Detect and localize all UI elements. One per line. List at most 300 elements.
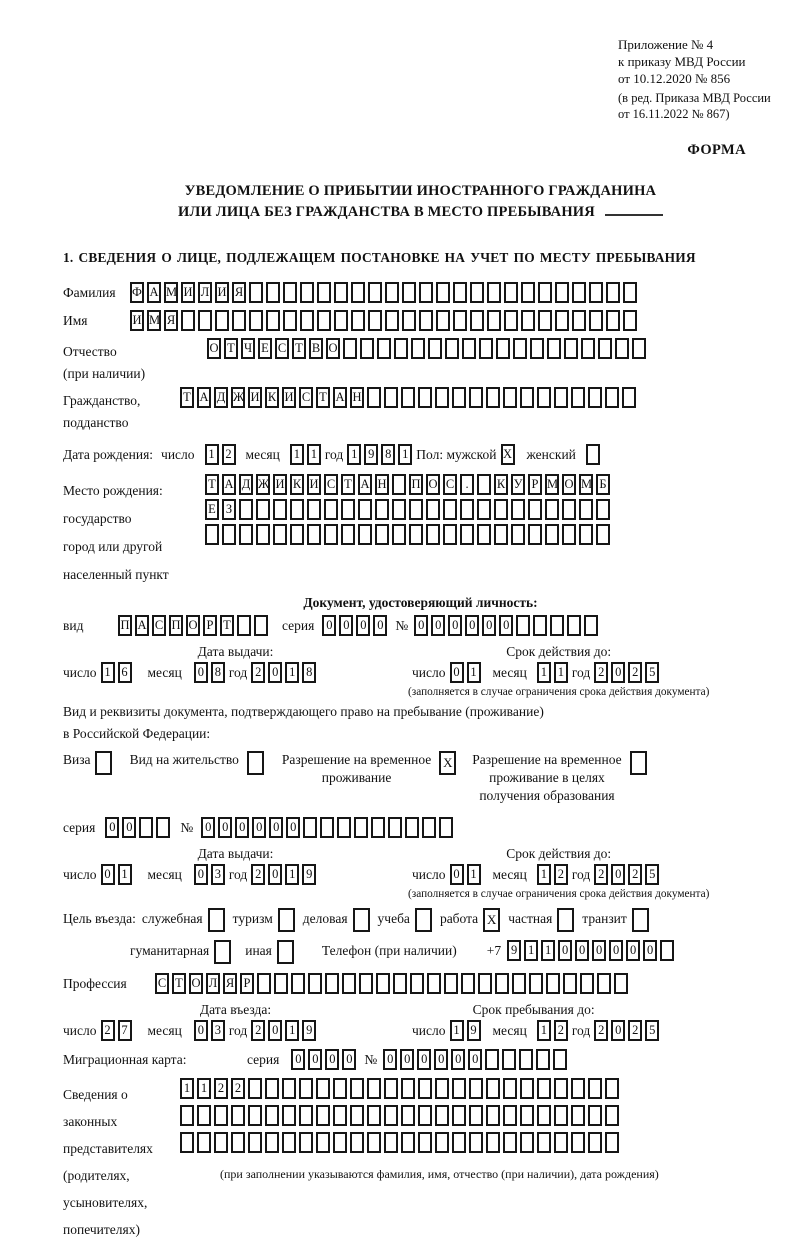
char-box[interactable]	[453, 310, 467, 331]
char-box[interactable]	[452, 1078, 466, 1099]
char-box[interactable]	[324, 524, 338, 545]
char-box[interactable]	[589, 310, 603, 331]
char-box[interactable]: Т	[205, 474, 219, 495]
char-box[interactable]: 0	[268, 864, 282, 885]
char-box[interactable]	[231, 1105, 245, 1126]
char-box[interactable]	[470, 310, 484, 331]
char-box[interactable]: Т	[341, 474, 355, 495]
char-box[interactable]: 0	[194, 1020, 208, 1041]
char-box[interactable]	[384, 1132, 398, 1153]
char-box[interactable]	[367, 1078, 381, 1099]
char-box[interactable]	[419, 282, 433, 303]
char-box[interactable]: 0	[268, 1020, 282, 1041]
char-box[interactable]: 0	[235, 817, 249, 838]
char-box[interactable]	[358, 524, 372, 545]
char-box[interactable]	[554, 1132, 568, 1153]
char-box[interactable]	[571, 1132, 585, 1153]
char-box[interactable]	[504, 310, 518, 331]
char-box[interactable]: Л	[198, 282, 212, 303]
char-box[interactable]	[470, 282, 484, 303]
char-box[interactable]	[325, 973, 339, 994]
char-box[interactable]: Ф	[130, 282, 144, 303]
char-box[interactable]	[596, 524, 610, 545]
char-box[interactable]: 1	[197, 1078, 211, 1099]
char-box[interactable]	[605, 1105, 619, 1126]
char-box[interactable]	[516, 615, 530, 636]
char-box[interactable]	[622, 387, 636, 408]
char-box[interactable]	[384, 1078, 398, 1099]
char-box[interactable]	[460, 524, 474, 545]
char-box[interactable]: 5	[645, 1020, 659, 1041]
char-box[interactable]: 0	[373, 615, 387, 636]
char-box[interactable]: 2	[554, 864, 568, 885]
char-box[interactable]: 1	[554, 662, 568, 683]
char-box[interactable]	[341, 499, 355, 520]
char-box[interactable]	[256, 524, 270, 545]
char-box[interactable]: 7	[118, 1020, 132, 1041]
char-box[interactable]	[249, 282, 263, 303]
char-box[interactable]	[596, 499, 610, 520]
char-box[interactable]	[358, 499, 372, 520]
char-box[interactable]	[597, 973, 611, 994]
char-box[interactable]: Ч	[241, 338, 255, 359]
char-box[interactable]: В	[309, 338, 323, 359]
char-box[interactable]: К	[290, 474, 304, 495]
char-box[interactable]: О	[207, 338, 221, 359]
char-box[interactable]	[428, 338, 442, 359]
char-box[interactable]	[333, 1078, 347, 1099]
char-box[interactable]	[214, 940, 231, 964]
char-box[interactable]	[503, 387, 517, 408]
char-box[interactable]	[588, 1132, 602, 1153]
char-box[interactable]: 2	[594, 662, 608, 683]
char-box[interactable]	[368, 310, 382, 331]
char-box[interactable]: 2	[554, 1020, 568, 1041]
char-box[interactable]: 0	[575, 940, 589, 961]
char-box[interactable]	[353, 908, 370, 932]
char-box[interactable]	[337, 817, 351, 838]
char-box[interactable]: 0	[611, 662, 625, 683]
char-box[interactable]: 0	[308, 1049, 322, 1070]
char-box[interactable]: 0	[269, 817, 283, 838]
char-box[interactable]	[375, 524, 389, 545]
char-box[interactable]: 0	[450, 864, 464, 885]
char-box[interactable]: И	[181, 282, 195, 303]
char-box[interactable]	[477, 524, 491, 545]
char-box[interactable]	[435, 1105, 449, 1126]
char-box[interactable]: 2	[594, 864, 608, 885]
char-box[interactable]: 2	[222, 444, 236, 465]
char-box[interactable]: 2	[251, 864, 265, 885]
char-box[interactable]	[562, 524, 576, 545]
char-box[interactable]	[401, 1132, 415, 1153]
char-box[interactable]	[410, 973, 424, 994]
char-box[interactable]	[520, 1132, 534, 1153]
char-box[interactable]	[334, 310, 348, 331]
char-box[interactable]	[222, 524, 236, 545]
char-box[interactable]	[477, 474, 491, 495]
char-box[interactable]	[265, 1105, 279, 1126]
char-box[interactable]	[469, 1078, 483, 1099]
char-box[interactable]	[443, 499, 457, 520]
char-box[interactable]	[537, 1132, 551, 1153]
char-box[interactable]: А	[135, 615, 149, 636]
char-box[interactable]: З	[222, 499, 236, 520]
char-box[interactable]: И	[282, 387, 296, 408]
char-box[interactable]	[248, 1105, 262, 1126]
char-box[interactable]	[571, 387, 585, 408]
char-box[interactable]	[495, 973, 509, 994]
char-box[interactable]	[486, 1105, 500, 1126]
char-box[interactable]	[324, 499, 338, 520]
char-box[interactable]: 0	[450, 662, 464, 683]
char-box[interactable]: 1	[467, 662, 481, 683]
char-box[interactable]	[300, 282, 314, 303]
char-box[interactable]	[511, 499, 525, 520]
char-box[interactable]	[462, 338, 476, 359]
char-box[interactable]	[545, 524, 559, 545]
char-box[interactable]: 1	[180, 1078, 194, 1099]
char-box[interactable]	[181, 310, 195, 331]
char-box[interactable]: С	[299, 387, 313, 408]
char-box[interactable]	[545, 499, 559, 520]
char-box[interactable]: Н	[350, 387, 364, 408]
char-box[interactable]: 0	[342, 1049, 356, 1070]
char-box[interactable]	[274, 973, 288, 994]
char-box[interactable]: Л	[206, 973, 220, 994]
char-box[interactable]: 0	[609, 940, 623, 961]
char-box[interactable]: 0	[122, 817, 136, 838]
char-box[interactable]	[371, 817, 385, 838]
char-box[interactable]	[214, 1132, 228, 1153]
char-box[interactable]: П	[169, 615, 183, 636]
char-box[interactable]	[580, 973, 594, 994]
char-box[interactable]: 0	[417, 1049, 431, 1070]
char-box[interactable]	[139, 817, 153, 838]
char-box[interactable]	[283, 310, 297, 331]
char-box[interactable]	[427, 973, 441, 994]
char-box[interactable]: 0	[105, 817, 119, 838]
char-box[interactable]: 0	[465, 615, 479, 636]
char-box[interactable]: О	[186, 615, 200, 636]
char-box[interactable]	[197, 1132, 211, 1153]
char-box[interactable]	[418, 1132, 432, 1153]
char-box[interactable]	[581, 338, 595, 359]
char-box[interactable]	[479, 338, 493, 359]
char-box[interactable]	[511, 524, 525, 545]
char-box[interactable]	[247, 751, 264, 775]
char-box[interactable]	[351, 310, 365, 331]
char-box[interactable]	[571, 1105, 585, 1126]
char-box[interactable]: М	[579, 474, 593, 495]
char-box[interactable]	[215, 310, 229, 331]
char-box[interactable]	[205, 524, 219, 545]
char-box[interactable]: 5	[645, 662, 659, 683]
char-box[interactable]	[354, 817, 368, 838]
char-box[interactable]	[538, 310, 552, 331]
char-box[interactable]	[496, 338, 510, 359]
char-box[interactable]	[562, 499, 576, 520]
char-box[interactable]	[555, 310, 569, 331]
char-box[interactable]: Е	[258, 338, 272, 359]
char-box[interactable]: 9	[507, 940, 521, 961]
char-box[interactable]	[299, 1132, 313, 1153]
char-box[interactable]: И	[307, 474, 321, 495]
char-box[interactable]: К	[494, 474, 508, 495]
char-box[interactable]: .	[460, 474, 474, 495]
char-box[interactable]: 0	[194, 864, 208, 885]
char-box[interactable]	[409, 499, 423, 520]
char-box[interactable]	[615, 338, 629, 359]
char-box[interactable]: Б	[596, 474, 610, 495]
char-box[interactable]	[231, 1132, 245, 1153]
char-box[interactable]	[494, 524, 508, 545]
char-box[interactable]	[320, 817, 334, 838]
char-box[interactable]: М	[147, 310, 161, 331]
char-box[interactable]	[393, 973, 407, 994]
char-box[interactable]: 9	[364, 444, 378, 465]
char-box[interactable]	[300, 310, 314, 331]
char-box[interactable]: Т	[172, 973, 186, 994]
char-box[interactable]: А	[197, 387, 211, 408]
char-box[interactable]	[460, 499, 474, 520]
char-box[interactable]	[494, 499, 508, 520]
char-box[interactable]	[392, 499, 406, 520]
char-box[interactable]: 8	[302, 662, 316, 683]
char-box[interactable]: 0	[431, 615, 445, 636]
char-box[interactable]	[443, 524, 457, 545]
char-box[interactable]: Р	[240, 973, 254, 994]
char-box[interactable]	[359, 973, 373, 994]
char-box[interactable]	[521, 282, 535, 303]
char-box[interactable]: 0	[468, 1049, 482, 1070]
char-box[interactable]: А	[222, 474, 236, 495]
char-box[interactable]: 0	[201, 817, 215, 838]
char-box[interactable]	[486, 387, 500, 408]
char-box[interactable]	[418, 387, 432, 408]
char-box[interactable]	[452, 1105, 466, 1126]
char-box[interactable]: 5	[645, 864, 659, 885]
char-box[interactable]	[564, 338, 578, 359]
char-box[interactable]	[290, 499, 304, 520]
char-box[interactable]: X	[483, 908, 500, 932]
char-box[interactable]	[249, 310, 263, 331]
char-box[interactable]	[208, 908, 225, 932]
char-box[interactable]	[579, 524, 593, 545]
char-box[interactable]: 3	[211, 1020, 225, 1041]
char-box[interactable]	[405, 817, 419, 838]
char-box[interactable]: 0	[592, 940, 606, 961]
char-box[interactable]: Я	[223, 973, 237, 994]
char-box[interactable]: 0	[101, 864, 115, 885]
char-box[interactable]: 0	[482, 615, 496, 636]
char-box[interactable]	[343, 338, 357, 359]
char-box[interactable]: 1	[467, 864, 481, 885]
char-box[interactable]: С	[152, 615, 166, 636]
char-box[interactable]: У	[511, 474, 525, 495]
char-box[interactable]: Н	[375, 474, 389, 495]
char-box[interactable]	[411, 338, 425, 359]
char-box[interactable]: 2	[594, 1020, 608, 1041]
char-box[interactable]	[350, 1132, 364, 1153]
char-box[interactable]	[418, 1078, 432, 1099]
char-box[interactable]	[282, 1078, 296, 1099]
char-box[interactable]	[554, 1105, 568, 1126]
char-box[interactable]	[606, 282, 620, 303]
char-box[interactable]	[367, 1105, 381, 1126]
char-box[interactable]	[350, 1078, 364, 1099]
char-box[interactable]	[547, 338, 561, 359]
char-box[interactable]: К	[265, 387, 279, 408]
char-box[interactable]: Ж	[256, 474, 270, 495]
char-box[interactable]	[180, 1132, 194, 1153]
char-box[interactable]: 6	[118, 662, 132, 683]
char-box[interactable]	[237, 615, 251, 636]
char-box[interactable]: 2	[628, 1020, 642, 1041]
char-box[interactable]: 2	[251, 1020, 265, 1041]
char-box[interactable]: 2	[628, 662, 642, 683]
char-box[interactable]: X	[439, 751, 456, 775]
char-box[interactable]	[333, 1132, 347, 1153]
char-box[interactable]	[232, 310, 246, 331]
char-box[interactable]	[308, 973, 322, 994]
char-box[interactable]: Я	[164, 310, 178, 331]
char-box[interactable]	[283, 282, 297, 303]
char-box[interactable]	[307, 524, 321, 545]
char-box[interactable]	[334, 282, 348, 303]
char-box[interactable]: 2	[101, 1020, 115, 1041]
char-box[interactable]	[623, 282, 637, 303]
char-box[interactable]	[248, 1078, 262, 1099]
char-box[interactable]	[435, 1078, 449, 1099]
char-box[interactable]	[605, 1078, 619, 1099]
char-box[interactable]: Т	[292, 338, 306, 359]
char-box[interactable]: X	[501, 444, 515, 465]
char-box[interactable]	[519, 1049, 533, 1070]
char-box[interactable]	[385, 310, 399, 331]
char-box[interactable]: 2	[231, 1078, 245, 1099]
char-box[interactable]	[563, 973, 577, 994]
char-box[interactable]: 0	[611, 864, 625, 885]
char-box[interactable]	[239, 524, 253, 545]
char-box[interactable]	[520, 1078, 534, 1099]
char-box[interactable]: 0	[448, 615, 462, 636]
char-box[interactable]	[273, 524, 287, 545]
char-box[interactable]: Т	[224, 338, 238, 359]
char-box[interactable]	[394, 338, 408, 359]
char-box[interactable]: И	[215, 282, 229, 303]
char-box[interactable]	[503, 1132, 517, 1153]
char-box[interactable]	[265, 1078, 279, 1099]
char-box[interactable]: С	[324, 474, 338, 495]
char-box[interactable]	[623, 310, 637, 331]
char-box[interactable]	[273, 499, 287, 520]
char-box[interactable]	[452, 1132, 466, 1153]
char-box[interactable]	[422, 817, 436, 838]
char-box[interactable]: И	[248, 387, 262, 408]
char-box[interactable]: 0	[325, 1049, 339, 1070]
char-box[interactable]: 0	[400, 1049, 414, 1070]
char-box[interactable]	[439, 817, 453, 838]
char-box[interactable]: 0	[322, 615, 336, 636]
char-box[interactable]	[350, 1105, 364, 1126]
char-box[interactable]	[316, 1132, 330, 1153]
char-box[interactable]	[529, 973, 543, 994]
char-box[interactable]: О	[189, 973, 203, 994]
char-box[interactable]	[392, 524, 406, 545]
char-box[interactable]	[536, 1049, 550, 1070]
char-box[interactable]	[546, 973, 560, 994]
char-box[interactable]	[555, 282, 569, 303]
char-box[interactable]	[256, 499, 270, 520]
char-box[interactable]	[388, 817, 402, 838]
char-box[interactable]: Я	[232, 282, 246, 303]
char-box[interactable]	[435, 387, 449, 408]
char-box[interactable]: 9	[302, 864, 316, 885]
char-box[interactable]	[342, 973, 356, 994]
char-box[interactable]	[486, 1078, 500, 1099]
char-box[interactable]: И	[130, 310, 144, 331]
char-box[interactable]: П	[118, 615, 132, 636]
char-box[interactable]: Т	[180, 387, 194, 408]
char-box[interactable]: И	[273, 474, 287, 495]
char-box[interactable]: 1	[450, 1020, 464, 1041]
char-box[interactable]	[513, 338, 527, 359]
char-box[interactable]	[588, 1105, 602, 1126]
char-box[interactable]: Д	[214, 387, 228, 408]
char-box[interactable]	[239, 499, 253, 520]
char-box[interactable]: М	[545, 474, 559, 495]
char-box[interactable]: 0	[291, 1049, 305, 1070]
char-box[interactable]	[436, 310, 450, 331]
char-box[interactable]: 0	[499, 615, 513, 636]
char-box[interactable]: 0	[252, 817, 266, 838]
char-box[interactable]: О	[562, 474, 576, 495]
char-box[interactable]	[402, 282, 416, 303]
char-box[interactable]	[567, 615, 581, 636]
char-box[interactable]	[486, 1132, 500, 1153]
char-box[interactable]	[333, 1105, 347, 1126]
char-box[interactable]	[528, 524, 542, 545]
char-box[interactable]	[197, 1105, 211, 1126]
char-box[interactable]: 1	[347, 444, 361, 465]
char-box[interactable]	[418, 1105, 432, 1126]
char-box[interactable]	[537, 1105, 551, 1126]
char-box[interactable]	[156, 817, 170, 838]
char-box[interactable]	[384, 1105, 398, 1126]
char-box[interactable]	[444, 973, 458, 994]
char-box[interactable]	[477, 499, 491, 520]
char-box[interactable]	[290, 524, 304, 545]
char-box[interactable]: 0	[414, 615, 428, 636]
char-box[interactable]	[402, 310, 416, 331]
char-box[interactable]	[367, 387, 381, 408]
char-box[interactable]	[266, 282, 280, 303]
char-box[interactable]	[435, 1132, 449, 1153]
char-box[interactable]	[453, 282, 467, 303]
char-box[interactable]	[528, 499, 542, 520]
char-box[interactable]	[572, 282, 586, 303]
char-box[interactable]	[248, 1132, 262, 1153]
char-box[interactable]	[436, 282, 450, 303]
char-box[interactable]: О	[326, 338, 340, 359]
char-box[interactable]	[409, 524, 423, 545]
char-box[interactable]	[550, 615, 564, 636]
char-box[interactable]	[316, 1105, 330, 1126]
char-box[interactable]	[95, 751, 112, 775]
char-box[interactable]	[485, 1049, 499, 1070]
char-box[interactable]	[538, 282, 552, 303]
